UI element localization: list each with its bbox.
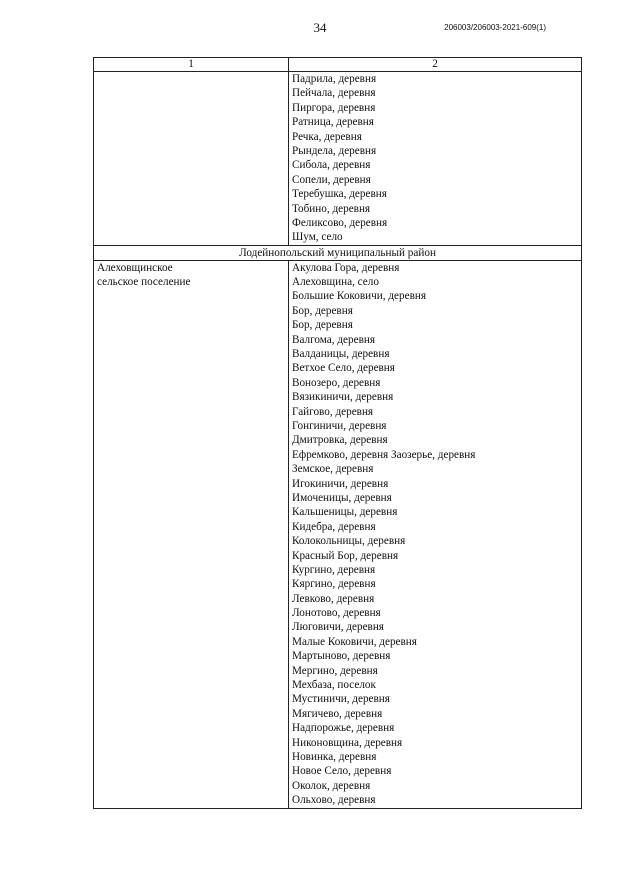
list-item: Кургино, деревня [292,563,376,576]
continued-settlement-cell [94,72,289,246]
column-header-2: 2 [289,58,582,72]
table-header-row [94,58,582,72]
list-item: Алеховщина, село [292,276,379,289]
list-item: Валгома, деревня [292,333,375,346]
list-item: Вязикиничи, деревня [292,391,394,404]
settlements-table [93,57,582,809]
list-item: Мустиничи, деревня [292,693,390,706]
list-item: Гонгиничи, деревня [292,419,387,432]
settlement-type: сельское поселение [97,276,191,289]
list-item: Кидебра, деревня [292,520,376,533]
list-item: Бор, деревня [292,304,353,317]
continued-row [94,72,582,246]
settlement-row [94,260,582,808]
list-item: Мартыново, деревня [292,650,391,663]
list-item: Сопели, деревня [292,173,371,186]
document-code: 206003/206003-2021-609(1) [444,23,546,32]
list-item: Гайгово, деревня [292,405,374,418]
list-item: Люговичи, деревня [292,621,384,634]
list-item: Теребушка, деревня [292,188,387,201]
list-item: Новое Село, деревня [292,765,392,778]
district-row [94,245,582,260]
page-number: 34 [313,20,327,35]
list-item: Дмитровка, деревня [292,434,388,447]
list-item: Ефремково, деревня Заозерье, деревня [292,448,476,461]
column-header-1: 1 [94,58,289,72]
list-item: Мехбаза, поселок [292,679,376,692]
list-item: Мергино, деревня [292,664,378,677]
list-item: Бор, деревня [292,319,353,332]
list-item: Пиргора, деревня [292,101,376,114]
list-item: Ольхово, деревня [292,794,376,807]
list-item: Мягичево, деревня [292,707,383,720]
list-item: Большие Коковичи, деревня [292,290,426,303]
settlement-items-cell [289,260,582,808]
list-item: Рындела, деревня [292,144,377,157]
list-item: Надпорожье, деревня [292,722,395,735]
list-item: Игокиничи, деревня [292,477,389,490]
settlement-name: Алеховщинское [97,261,173,274]
list-item: Кальшеницы, деревня [292,506,398,519]
list-item: Падрила, деревня [292,73,377,85]
list-item: Феликсово, деревня [292,216,388,229]
district-heading: Лодейнопольский муниципальный район [94,245,582,260]
continued-items-cell [289,72,582,246]
list-item: Тобино, деревня [292,202,371,215]
settlement-cell [94,260,289,808]
list-item: Никоновщина, деревня [292,736,403,749]
list-item: Кяргино, деревня [292,578,376,591]
list-item: Ветхое Село, деревня [292,362,395,375]
list-item: Колокольницы, деревня [292,535,406,548]
list-item: Околок, деревня [292,779,371,792]
list-item: Ратница, деревня [292,116,374,129]
list-item: Сибола, деревня [292,159,371,172]
list-item: Земское, деревня [292,463,374,476]
list-item: Шум, село [292,231,343,244]
list-item: Валданицы, деревня [292,348,390,361]
list-item: Левково, деревня [292,592,375,605]
list-item: Лонотово, деревня [292,607,381,620]
list-item: Малые Коковичи, деревня [292,635,417,648]
list-item: Красный Бор, деревня [292,549,399,562]
list-item: Новинка, деревня [292,750,377,763]
list-item: Речка, деревня [292,130,362,143]
list-item: Вонозеро, деревня [292,376,381,389]
list-item: Имоченицы, деревня [292,491,392,504]
list-item: Акулова Гора, деревня [292,261,400,274]
list-item: Пейчала, деревня [292,87,376,100]
